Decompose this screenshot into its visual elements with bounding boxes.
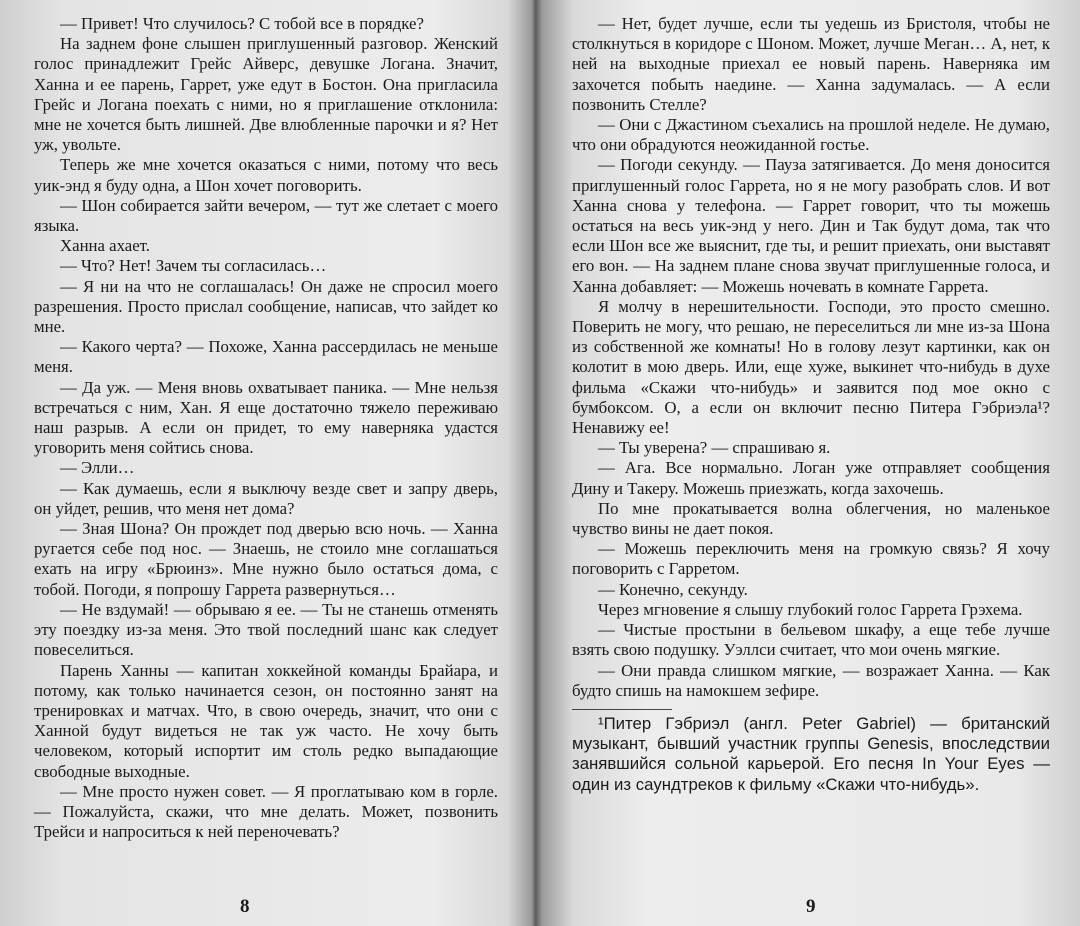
paragraph: — Погоди секунду. — Пауза затягивается. До меня доносится приглушенный голос Гаррета, но я не могу разобрать слов. И вот Ханна снова у телефона. — Гаррет говорит, что ты можешь остаться на весь уик-энд у него. Дин и Так будут дома, так что если Шон все же выяснит, где ты, и решит приехать, они выставят его вон. — На заднем плане снова звучат приглушенные голоса, и Ханна добавляет: — Можешь ночевать в комнате Гаррета. (572, 155, 1050, 296)
paragraph: На заднем фоне слышен приглушенный разговор. Женский голос принадлежит Грейс Айверс, девушке Логана. Значит, Ханна и ее парень, Гаррет, уже едут в Бостон. Она пригласила Грейс и Логана поехать с ними, но я приглашение отклонила: мне не хочется быть лишней. Две влюбленные парочки и я? Нет уж, увольте. (34, 34, 498, 155)
paragraph: — Какого черта? — Похоже, Ханна рассердилась не меньше меня. (34, 337, 498, 377)
paragraph: — Можешь переключить меня на громкую связь? Я хочу поговорить с Гарретом. (572, 539, 1050, 579)
paragraph: — Как думаешь, если я выключу везде свет и запру дверь, он уйдет, решив, что меня нет дома? (34, 478, 498, 518)
footnote-divider (572, 709, 672, 710)
paragraph: Я молчу в нерешительности. Господи, это просто смешно. Поверить не могу, что решаю, не переселиться ли мне из-за Шона из собственной же комнаты! Но в голову лезут картинки, как он колотит в мою дверь. Или, еще хуже, выкинет что-нибудь в духе фильма «Скажи что-нибудь» и заявится под мое окно с бумбоксом. О, а если он включит песню Питера Гэбриэла¹? Ненавижу ее! (572, 296, 1050, 438)
paragraph: Парень Ханны — капитан хоккейной команды Брайара, и потому, как только начинается сезон, он постоянно занят на тренировках и матчах. Что, в свою очередь, значит, что они с Ханной будут видеться не так уж часто. Не хочу быть человеком, который испортит им столь редко выпадающие свободные выходные. (34, 660, 498, 781)
paragraph: — Зная Шона? Он прождет под дверью всю ночь. — Ханна ругается себе под нос. — Знаешь, не стоило мне соглашаться ехать на игру «Брюинз». Мне нужно было остаться дома, с тобой. Погоди, я попрошу Гаррета развернуться… (34, 519, 498, 599)
paragraph: — Привет! Что случилось? С тобой все в порядке? (60, 14, 424, 33)
paragraph: — Они правда слишком мягкие, — возражает Ханна. — Как будто спишь на намокшем зефире. (572, 660, 1050, 700)
paragraph: — Чистые простыни в бельевом шкафу, а еще тебе лучше взять свою подушку. Уэллси считает, что мои очень мягкие. (572, 620, 1050, 660)
paragraph: — Шон собирается зайти вечером, — тут же слетает с моего языка. (34, 195, 498, 236)
paragraph: — Мне просто нужен совет. — Я проглатываю ком в горле. — Пожалуйста, скажи, что мне делать. Может, позвонить Трейси и напроситься к ней переночевать? (34, 781, 498, 842)
paragraph: По мне прокатывается волна облегчения, но маленькое чувство вины не дает покоя. (572, 498, 1050, 539)
paragraph: — Что? Нет! Зачем ты согласилась… (60, 256, 327, 276)
right-page (572, 14, 1050, 926)
paragraph: — Да уж. — Меня вновь охватывает паника. — Мне нельзя встречаться с ним, Хан. Я еще достаточно тяжело переживаю наш разрыв. А если он придет, то ему наверняка удастся уговорить меня сойтись снова. (34, 377, 498, 458)
left-page (34, 14, 498, 926)
paragraph: Через мгновение я слышу глубокий голос Гаррета Грэхема. (598, 599, 1023, 619)
paragraph: — Нет, будет лучше, если ты уедешь из Бристоля, чтобы не столкнуться в коридоре с Шоном. Может, лучше Меган… А, нет, к ней на выходные приехал ее новый парень. Наверняка им захочется побыть наедине. — Ханна задумалась. — А если позвонить Стелле? (572, 14, 1050, 114)
paragraph: — Элли… (60, 458, 135, 478)
paragraph: — Они с Джастином съехались на прошлой неделе. Не думаю, что они обрадуются неожиданной гостье. (572, 115, 1050, 155)
paragraph: Теперь же мне хочется оказаться с ними, потому что весь уик-энд я буду одна, а Шон хочет поговорить. (34, 155, 498, 195)
paragraph: — Ага. Все нормально. Логан уже отправляет сообщения Дину и Такеру. Можешь приезжать, когда захочешь. (572, 458, 1050, 498)
paragraph: — Ты уверена? — спрашиваю я. (598, 438, 831, 458)
paragraph: — Не вздумай! — обрываю я ее. — Ты не станешь отменять эту поездку из-за меня. Это твой последний шанс как следует повеселиться. (34, 599, 498, 660)
paragraph: — Я ни на что не соглашалась! Он даже не спросил моего разрешения. Просто прислал сообщение, написав, что зайдет ко мне. (34, 276, 498, 337)
paragraph: — Конечно, секунду. (598, 579, 748, 599)
paragraph: Ханна ахает. (60, 236, 150, 256)
footnote: ¹Питер Гэбриэл (англ. Peter Gabriel) — британский музыкант, бывший участник группы Genesis, впоследствии занявшийся сольной карьерой. Его песня In Your Eyes — один из саундтреков к фильму «Скажи что-нибудь». (572, 713, 1050, 794)
page-number-right: 9 (806, 896, 816, 917)
page-number-left: 8 (240, 896, 250, 917)
